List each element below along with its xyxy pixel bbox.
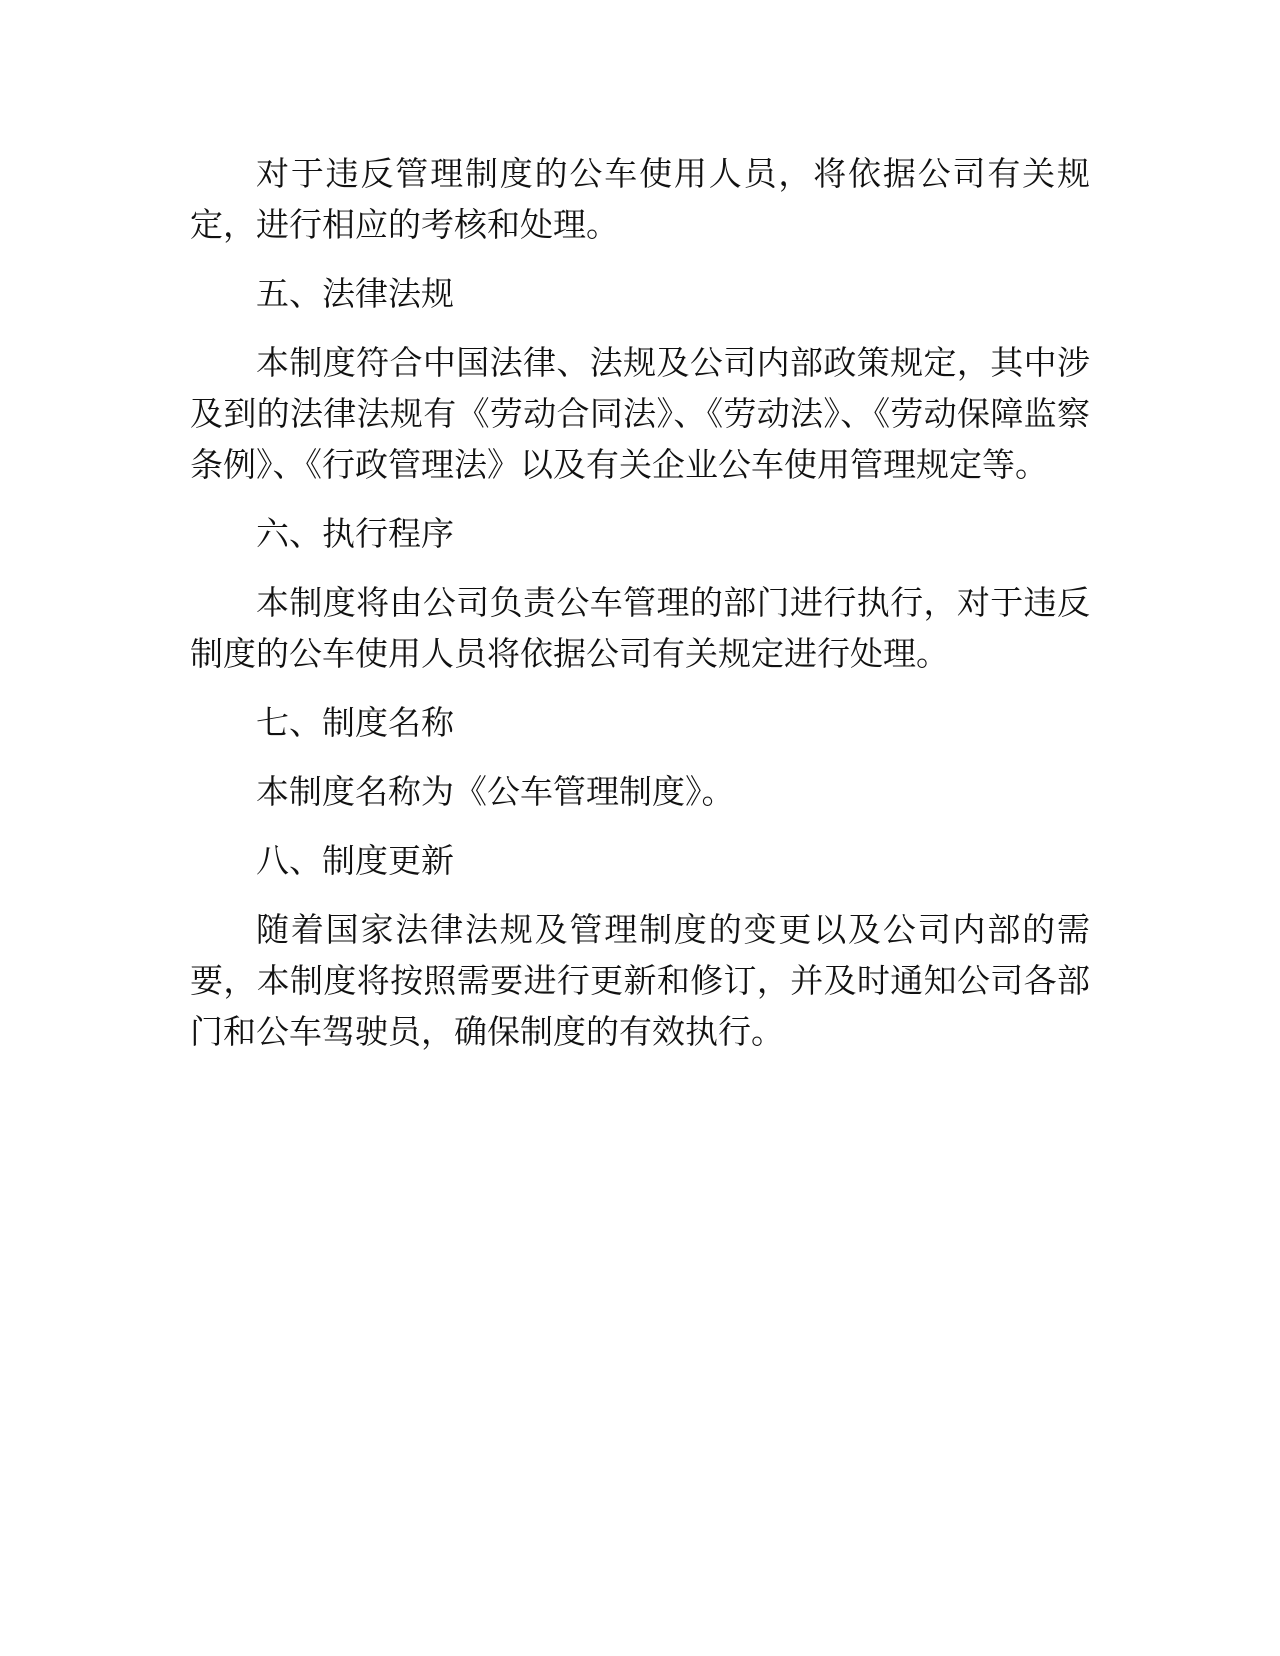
paragraph-update: 随着国家法律法规及管理制度的变更以及公司内部的需要，本制度将按照需要进行更新和修订，并及时通知公司各部门和公车驾驶员，确保制度的有效执行。 [190,910,1090,1051]
document-body [190,148,1090,1075]
paragraph-violation-handling: 对于违反管理制度的公车使用人员，将依据公司有关规定，进行相应的考核和处理。 [190,154,1090,244]
section-heading-name: 七、制度名称 [256,703,454,742]
section-heading-update: 八、制度更新 [256,841,454,880]
section-heading-procedure: 六、执行程序 [256,514,454,553]
paragraph-laws: 本制度符合中国法律、法规及公司内部政策规定，其中涉及到的法律法规有《劳动合同法》、《劳动法》、《劳动保障监察条例》、《行政管理法》以及有关企业公车使用管理规定等。 [190,343,1090,484]
paragraph-procedure: 本制度将由公司负责公车管理的部门进行执行，对于违反制度的公车使用人员将依据公司有关规定进行处理。 [190,583,1090,673]
section-heading-laws: 五、法律法规 [256,274,454,313]
paragraph-name: 本制度名称为《公车管理制度》。 [256,772,735,811]
